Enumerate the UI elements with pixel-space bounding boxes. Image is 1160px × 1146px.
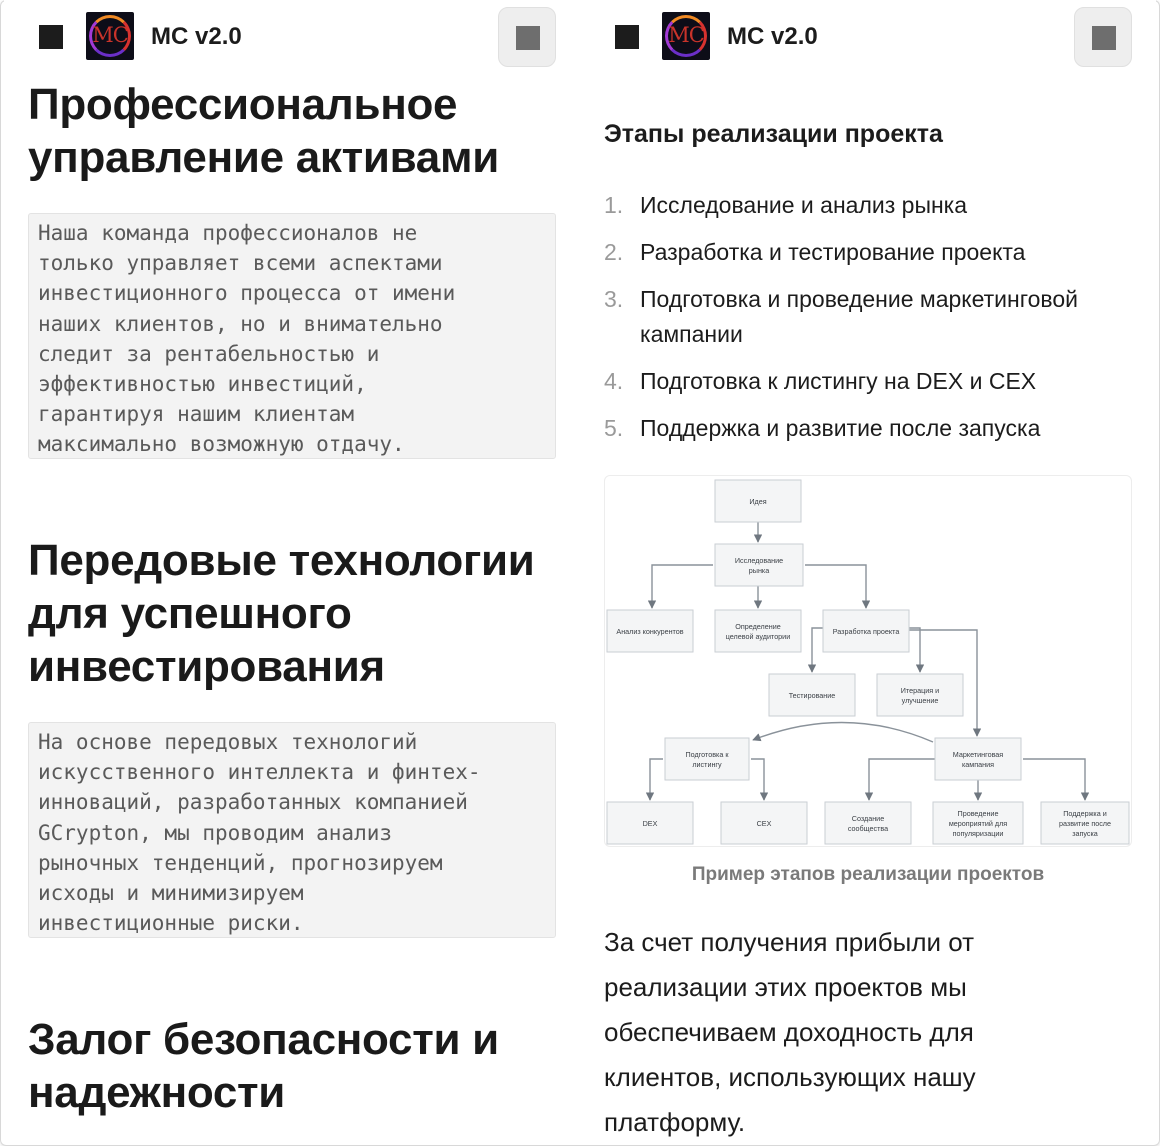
square-icon (1092, 26, 1116, 50)
diagram-arrow (869, 759, 935, 800)
diagram-node-label: DEX (642, 819, 658, 828)
stage-item (604, 364, 1144, 399)
left-phone-screen (4, 0, 580, 1140)
profit-paragraph: За счет получения прибыли от реализации этих проектов мы обеспечиваем доходность для клиентов, использующих нашу платформу. (604, 927, 976, 1137)
diagram-arrow (753, 722, 933, 742)
menu-icon[interactable] (615, 25, 639, 49)
diagram-node-cex (721, 802, 807, 844)
diagram-node-box (877, 674, 963, 716)
project-stages-diagram (604, 475, 1132, 847)
stage-text: Разработка и тестирование проекта (640, 239, 1026, 265)
square-icon (516, 26, 540, 50)
diagram-node-label: Тестирование (788, 691, 836, 700)
diagram-node-label: целевой аудитории (725, 632, 791, 641)
app-logo (662, 12, 710, 60)
diagram-node-support (1041, 802, 1129, 844)
diagram-node-label: Создание (851, 814, 885, 823)
top-bar (580, 0, 1156, 76)
menu-icon[interactable] (39, 25, 63, 49)
diagram-node-box (715, 544, 803, 586)
diagram-node-community (825, 802, 911, 844)
diagram-node-box (825, 802, 911, 844)
stage-number: 2. (604, 239, 624, 265)
diagram-node-label: Итерация и (900, 686, 940, 695)
heading-technologies: Передовые технологии для успешного инвестирования (28, 536, 535, 691)
diagram-node-label: Маркетинговая (952, 750, 1004, 759)
stage-text: Подготовка к листингу на DEX и CEX (640, 368, 1037, 394)
diagram-arrow (805, 565, 866, 608)
app-title: MC v2.0 (727, 23, 818, 50)
diagram-node-box (715, 610, 801, 652)
diagram-node-development (823, 610, 909, 652)
diagram-node-idea (715, 480, 801, 522)
stage-item (604, 411, 1144, 446)
diagram-node-marketing (935, 738, 1021, 780)
diagram-node-label: Подготовка к (685, 750, 729, 759)
text-block-technologies: На основе передовых технологий искусственного интеллекта и финтех- инноваций, разработанных компанией GCrypton, мы проводим анализ рыночных тенденций, прогнозируем исходы и минимизируем инвестиционные риски. (28, 722, 556, 938)
diagram-node-listing (665, 738, 749, 780)
diagram-caption: Пример этапов реализации проектов (691, 864, 1045, 885)
stage-number: 1. (604, 192, 624, 218)
diagram-node-label: улучшение (901, 696, 939, 705)
stages-heading: Этапы реализации проекта (604, 120, 943, 148)
diagram-node-label: Проведение (957, 809, 999, 818)
diagram-node-competitors (607, 610, 693, 652)
diagram-node-label: запуска (1072, 829, 1098, 838)
diagram-node-label: Анализ конкурентов (616, 627, 684, 636)
diagram-node-iteration (877, 674, 963, 716)
logo-text: MC (92, 23, 128, 47)
diagram-node-label: листингу (692, 760, 722, 769)
stage-item (604, 235, 1144, 270)
stages-list (604, 188, 1144, 458)
diagram-node-box (665, 738, 749, 780)
diagram-arrow (1023, 759, 1085, 800)
diagram-arrow (751, 759, 764, 800)
diagram-node-events (933, 802, 1023, 844)
logo-text: MC (668, 23, 704, 47)
stage-item (604, 188, 1144, 223)
diagram-node-testing (769, 674, 855, 716)
diagram-arrow (652, 565, 713, 608)
flowchart (605, 476, 1133, 848)
stage-text: Исследование и анализ рынка (640, 192, 968, 218)
stage-number: 3. (604, 286, 624, 312)
app-logo (86, 12, 134, 60)
top-bar (4, 0, 580, 76)
stage-number: 5. (604, 415, 624, 441)
diagram-node-label: Поддержка и (1063, 809, 1107, 818)
heading-security: Залог безопасности и надежности (28, 1015, 499, 1117)
diagram-node-label: сообщества (847, 824, 889, 833)
diagram-node-label: Идея (749, 497, 767, 506)
diagram-node-label: рынка (748, 566, 770, 575)
diagram-arrow (650, 759, 663, 800)
diagram-node-dex (607, 802, 693, 844)
app-title: MC v2.0 (151, 23, 242, 50)
diagram-node-label: кампания (961, 760, 995, 769)
diagram-arrow (909, 628, 920, 672)
diagram-arrow (812, 628, 823, 672)
stage-item (604, 282, 1144, 352)
diagram-node-label: CEX (756, 819, 772, 828)
action-button[interactable] (1074, 7, 1132, 67)
diagram-node-label: популяризации (952, 829, 1004, 838)
diagram-node-label: Определение (735, 622, 781, 631)
diagram-node-label: развитие после (1058, 819, 1112, 828)
stage-text: Поддержка и развитие после запуска (640, 415, 1041, 441)
diagram-node-research (715, 544, 803, 586)
stage-number: 4. (604, 368, 624, 394)
diagram-node-label: Исследование (734, 556, 784, 565)
diagram-node-label: мероприятий для (948, 819, 1008, 828)
right-phone-screen (580, 0, 1156, 1140)
stage-text: Подготовка и проведение маркетинговой кампании (640, 286, 1079, 347)
text-block-asset-management: Наша команда профессионалов не только управляет всеми аспектами инвестиционного процесса от имени наших клиентов, но и внимательно следит за рентабельностью и эффективностью инвестиций, гарантируя нашим клиентам максимально возможную отдачу. (28, 213, 556, 459)
heading-asset-management: Профессиональное управление активами (28, 80, 499, 182)
diagram-node-label: Разработка проекта (832, 627, 900, 636)
diagram-node-box (935, 738, 1021, 780)
diagram-node-audience (715, 610, 801, 652)
action-button[interactable] (498, 7, 556, 67)
